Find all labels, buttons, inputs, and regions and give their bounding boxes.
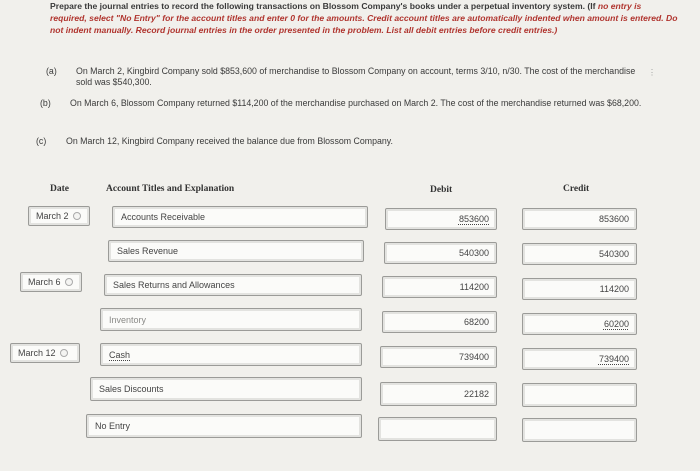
- credit-field-row-1[interactable]: [522, 208, 637, 230]
- instructions-rest: no entry is required, select "No Entry" for the account titles and enter 0 for the amounts. Credit account titles are automatically indented when amount is entered. Do not indent manually. Record journal entries in the order presented in the problem. List all debit entries before credit entries.): [50, 1, 678, 35]
- account-value: No Entry: [95, 421, 131, 431]
- part-c-text: On March 12, Kingbird Company received the balance due from Blossom Company.: [66, 136, 393, 146]
- part-b: [40, 98, 650, 122]
- part-b-text: On March 6, Blossom Company returned $114,200 of the merchandise purchased on March 2. The cost of the merchandise returned was $68,200.: [70, 98, 642, 108]
- instructions: [50, 0, 680, 36]
- part-a-text: On March 2, Kingbird Company sold $853,600 of merchandise to Blossom Company on account, terms 3/10, n/30. The cost of the merchandise sold was $540,300.: [76, 66, 636, 87]
- credit-value: 739400: [598, 354, 629, 364]
- account-value: Sales Returns and Allowances: [113, 280, 235, 290]
- debit-field-row-7[interactable]: [378, 417, 497, 441]
- account-value: Sales Revenue: [117, 246, 179, 256]
- credit-field-row-4[interactable]: [522, 313, 637, 335]
- account-field-row-6[interactable]: [90, 377, 362, 401]
- debit-field-row-2[interactable]: [384, 242, 497, 264]
- part-b-label: (b): [40, 98, 51, 108]
- credit-value: 60200: [603, 319, 629, 329]
- credit-value: 114200: [599, 284, 629, 294]
- debit-field-row-4[interactable]: [382, 311, 497, 333]
- date-value: March 2: [36, 211, 69, 221]
- account-field-row-1[interactable]: [112, 206, 368, 228]
- account-field-row-4[interactable]: [100, 308, 362, 331]
- account-value: Accounts Receivable: [121, 212, 206, 222]
- debit-value: 114200: [459, 282, 489, 292]
- credit-field-row-5[interactable]: [522, 348, 637, 370]
- credit-value: 540300: [598, 249, 629, 259]
- account-value: Cash: [109, 349, 131, 360]
- debit-field-row-3[interactable]: [382, 276, 497, 298]
- header-credit: Credit: [563, 184, 590, 194]
- debit-field-row-6[interactable]: [380, 382, 497, 406]
- credit-field-row-2[interactable]: [522, 243, 637, 265]
- debit-value: 540300: [458, 248, 489, 258]
- part-c: [36, 136, 636, 148]
- part-a: [46, 66, 646, 90]
- debit-value: 68200: [463, 317, 489, 327]
- header-date: Date: [50, 184, 69, 194]
- part-a-scroll-icon: ⋮: [648, 68, 656, 77]
- date-select-row-5[interactable]: [10, 343, 80, 363]
- credit-field-row-3[interactable]: [522, 278, 637, 300]
- debit-value: 739400: [458, 352, 489, 362]
- credit-value: 853600: [598, 214, 629, 224]
- date-value: March 6: [28, 277, 61, 287]
- date-select-row-3[interactable]: [20, 272, 82, 292]
- header-debit: Debit: [430, 185, 453, 195]
- account-field-row-2[interactable]: [108, 240, 364, 262]
- part-c-label: (c): [36, 136, 47, 146]
- date-select-row-1[interactable]: [28, 206, 90, 226]
- dropdown-icon: [73, 212, 81, 220]
- credit-field-row-7[interactable]: [522, 418, 637, 442]
- account-value: Inventory: [109, 314, 147, 325]
- account-field-row-7[interactable]: [86, 414, 362, 438]
- instructions-lead: Prepare the journal entries to record the following transactions on Blossom Company's books under a perpetual inventory system. (If: [50, 1, 596, 11]
- part-a-label: (a): [46, 66, 57, 76]
- dropdown-icon: [60, 349, 68, 357]
- header-account: Account Titles and Explanation: [106, 184, 235, 194]
- debit-value: 22182: [463, 389, 489, 399]
- credit-field-row-6[interactable]: [522, 383, 637, 407]
- debit-field-row-1[interactable]: [385, 208, 497, 230]
- account-field-row-5[interactable]: [100, 343, 362, 366]
- debit-field-row-5[interactable]: [380, 346, 497, 368]
- account-value: Sales Discounts: [99, 384, 164, 394]
- date-value: March 12: [18, 348, 56, 358]
- dropdown-icon: [65, 278, 73, 286]
- account-field-row-3[interactable]: [104, 274, 362, 296]
- debit-value: 853600: [458, 214, 489, 224]
